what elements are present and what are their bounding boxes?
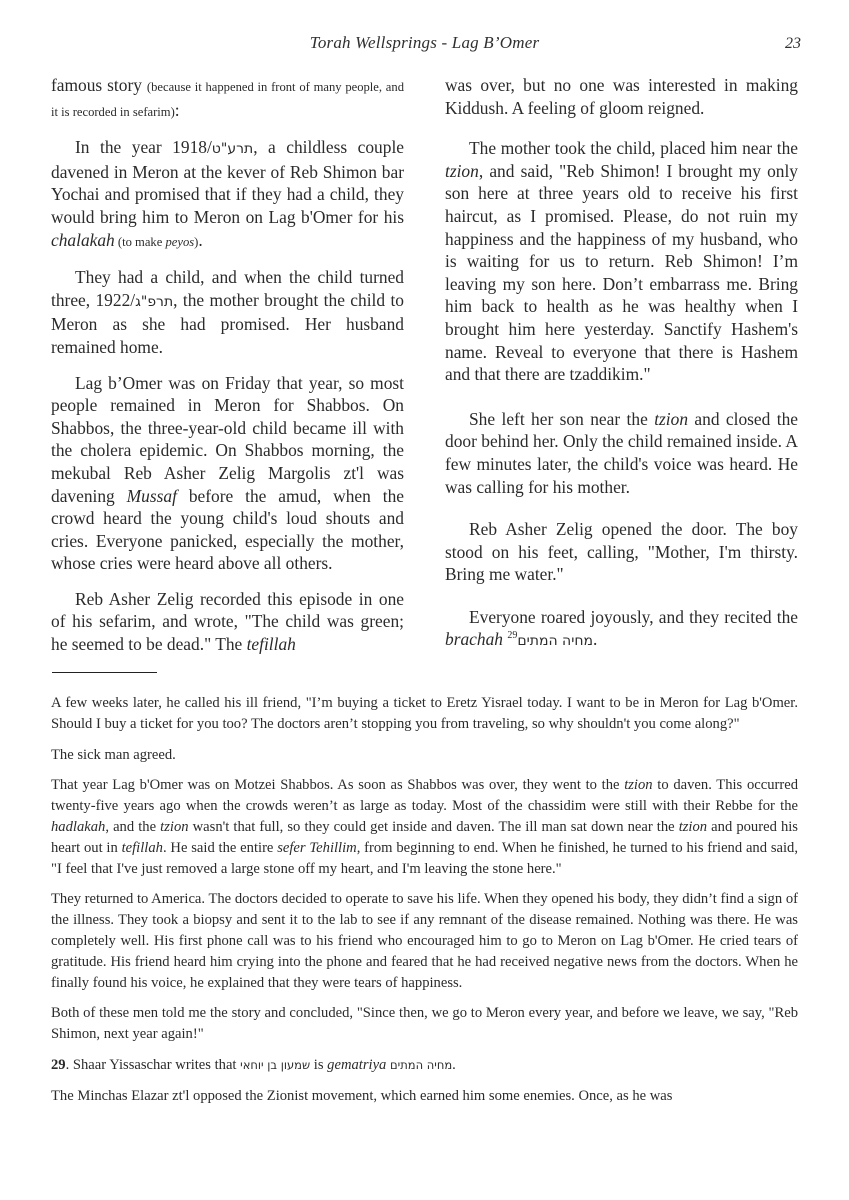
text: wasn't that full, so they could get inside and daven. The ill man sat down near the xyxy=(188,818,679,835)
footnote-paragraph xyxy=(51,693,798,735)
italic-term: tzion xyxy=(445,160,479,181)
hebrew-year: תרפ"ג xyxy=(135,293,174,310)
text: . Shaar Yissaschar writes that xyxy=(65,1056,241,1073)
footnote-ref-29[interactable]: 29 xyxy=(507,630,518,642)
text: Both of these men told me the story and concluded, "Since then, we go to Meron every year, and before we leave, we say, "Reb Shimon, next year again!" xyxy=(51,1005,798,1043)
text: Lag b’Omer was on Friday that year, so most people remained in Meron for Shabbos. On Shabbos, the three-year-old child became ill with the cholera epidemic. On Shabbos morning, the mekubal Reb Asher Zelig Margolis zt'l was davening xyxy=(51,372,404,506)
italic-term: tzion xyxy=(678,818,708,835)
text: and closed the door behind her. Only the child remained inside. A few minutes later, the child's voice was heard. He was calling for his mother. xyxy=(445,408,798,497)
text: The mother took the child, placed him near the xyxy=(469,138,798,159)
text: The Minchas Elazar zt'l opposed the Zionist movement, which earned him some enemies. Once, as he was xyxy=(51,1087,673,1104)
italic-term: gematriya xyxy=(327,1056,387,1073)
paragraph xyxy=(445,518,798,586)
paragraph xyxy=(51,372,404,575)
text: . xyxy=(452,1056,456,1073)
footnote-paragraph xyxy=(51,775,798,879)
page-number: 23 xyxy=(785,35,801,52)
text: , from beginning to end. When he finished, he turned to his friend and said, "I feel that I've just removed a large stone off my heart, and I'm leaving the stone here." xyxy=(51,839,798,877)
text: famous story xyxy=(51,75,147,95)
text: is xyxy=(310,1056,328,1073)
text: : xyxy=(174,99,180,120)
text: , and said, "Reb Shimon! I brought my only son here at three years old to receive his first haircut, as I promised. Please, do not ruin my happiness and the happiness of my husband, who is waiting for us to return. Reb Shimon! I’m leaving my son here. Don’t embarrass me. Bring him back to health as he was healthy when I brought him here yesterday. Sanctify Hashem's name. Reveal to everyone that there is Hashem and that there are tzaddikim." xyxy=(445,160,798,385)
text: . He said the entire xyxy=(162,839,278,856)
running-title: Torah Wellsprings - Lag B’Omer xyxy=(309,33,540,52)
italic-term: tzion xyxy=(654,408,689,429)
italic-term: Mussaf xyxy=(126,485,177,506)
text: before the amud, when the crowd heard the young child's loud shouts and cries. Everyone panicked, especially the mother, whose cries were heard above all others. xyxy=(51,485,404,574)
footnote-29 xyxy=(51,1055,798,1076)
hebrew-phrase: מחיה המתים xyxy=(517,633,593,650)
text: Reb Asher Zelig opened the door. The boy stood on his feet, calling, "Mother, I'm thirsty. Bring me water." xyxy=(445,519,798,585)
text: , a childless couple davened in Meron at the kever of Reb Shimon bar Yochai and promised that if they had a child, they would bring him to Meron on Lag b'Omer for his xyxy=(51,137,404,227)
text: She left her son near the xyxy=(469,408,655,429)
left-column xyxy=(51,74,404,669)
paragraph xyxy=(445,606,798,653)
footnote-paragraph xyxy=(51,1003,798,1045)
hebrew-phrase: שמעון בן יוחאי xyxy=(240,1057,311,1072)
paragraph xyxy=(445,408,798,498)
text: Reb Asher Zelig recorded this episode in one of his sefarim, and wrote, "The child was green; he seemed to be dead." The xyxy=(51,588,404,655)
paragraph xyxy=(51,136,404,253)
italic-term: tzion xyxy=(160,818,189,835)
text: . xyxy=(593,629,598,650)
text: and poured his heart out in xyxy=(51,818,798,856)
parenthetical-note: (to make xyxy=(114,234,166,249)
text: That year Lag b'Omer was on Motzei Shabbos. As soon as Shabbos was over, they went to the xyxy=(51,777,625,794)
text: The sick man agreed. xyxy=(51,746,176,763)
footnote-separator xyxy=(52,672,157,673)
text: , and the xyxy=(105,818,161,835)
footnote-paragraph xyxy=(51,1086,798,1107)
footnote-paragraph xyxy=(51,889,798,993)
text: They had a child, and when the child turned three, 1922/ xyxy=(51,267,404,310)
italic-term: tzion xyxy=(624,777,653,794)
italic-term: brachah xyxy=(445,629,503,650)
hebrew-phrase: מחיה המתים xyxy=(390,1057,453,1072)
italic-term: tefillah xyxy=(246,634,296,655)
paragraph xyxy=(51,74,404,123)
text: , the mother brought the child to Meron as she had promised. Her husband remained home. xyxy=(51,289,404,357)
parenthetical-note: ) xyxy=(194,234,199,249)
text: was over, but no one was interested in making Kiddush. A feeling of gloom reigned. xyxy=(445,75,798,118)
footnote-area xyxy=(51,693,798,1117)
text: They returned to America. The doctors decided to operate to save his life. When they opened his body, they didn’t find a sign of the illness. They took a biopsy and sent it to the lab to see if any remnant of the disease remained. Nothing was there. He was completely well. His first phone call was to his friend who encouraged him to go to Meron on Lag b'Omer. He cried tears of gratitude. His friend heard him crying into the phone and feared that he had received negative news from the doctors. When he finally found his voice, he explained that they were tears of happiness. xyxy=(51,891,798,991)
italic-term: chalakah xyxy=(51,229,115,250)
hebrew-year: תרע"ט xyxy=(211,141,254,158)
paragraph xyxy=(445,137,798,386)
text: In the year 1918/ xyxy=(75,137,212,158)
text: . xyxy=(198,229,203,250)
italic-term: sefer Tehillim xyxy=(277,839,357,856)
text: A few weeks later, he called his ill friend, "I’m buying a ticket to Eretz Yisrael today. I want to be in Meron for Lag b'Omer. Should I buy a ticket for you too? The doctors aren’t stopping you from traveling, so why shouldn't you come along?" xyxy=(51,695,798,732)
right-column xyxy=(445,74,798,666)
paragraph xyxy=(51,588,404,656)
text: Everyone roared joyously, and they recited the xyxy=(469,606,798,627)
text: to daven. This occurred twenty-five years ago when the crowds weren’t as large as today. Most of the chassidim were still with their Rebbe for the xyxy=(51,777,798,815)
paragraph xyxy=(445,74,798,119)
paragraph xyxy=(51,266,404,358)
parenthetical-note: (because it happened in front of many people, and it is recorded in sefarim) xyxy=(51,80,404,119)
footnote-number: 29 xyxy=(51,1056,66,1073)
italic-term: tefillah xyxy=(121,839,163,856)
italic-term: peyos xyxy=(165,234,195,249)
footnote-paragraph xyxy=(51,745,798,766)
italic-term: hadlakah xyxy=(51,818,106,835)
